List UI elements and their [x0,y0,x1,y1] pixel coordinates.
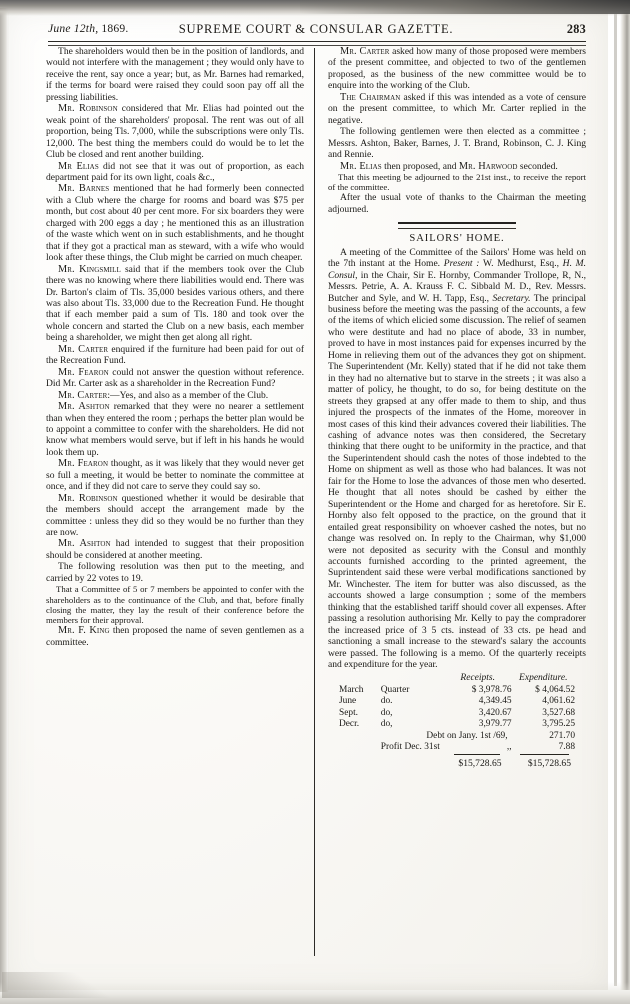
speaker-name: Mr. F. King [58,625,110,637]
profit-ditto: ,, [506,741,512,752]
paragraph [46,390,304,401]
paragraph: After the usual vote of thanks to the Chairman the meeting adjourned. [328,192,586,215]
page-top-corner-shadow [300,0,630,14]
profit-value: 7.88 [558,741,575,752]
report-text-pre: A meeting of the Committee of the Sailors' Home was held on the 7th instant at the Home. [328,246,586,270]
row-period: do, [380,719,393,730]
paragraph: The following resolution was then put to the meeting, and carried by 22 votes to 19. [46,561,304,584]
table-header-row [339,673,575,685]
resolution-text: That a Committee of 5 or 7 members be appointed to confer with the shareholders as to the continuance of the Club, and that, before finally closing the matter, they lay the result of their conference before the members for their approval. [46,584,304,625]
table-row [339,696,575,707]
table-row [339,719,575,730]
row-expenditure: 3,527.68 [542,707,575,718]
paragraph-text: asked if this was intended as a vote of censure on the present committee, to which Mr. Carter replied in the negative. [328,91,586,126]
paragraph: The following gentlemen were then elected as a committee ; Messrs. Ashton, Baker, Barnes, J. T. Brand, Robinson, C. J. King and Rennie. [328,126,586,161]
spacer [339,731,381,742]
paragraph-text: questioned whether it would be desirable that the members should accept the arrangement made by the committee : unless they did so they would be no further than they are now. [46,492,305,539]
speaker-name: Mr. Ashton [58,401,110,413]
paragraph [46,538,304,561]
row-receipts: 3,420.67 [478,707,512,718]
paragraph [328,161,586,172]
row-label: June [339,696,357,707]
paragraph [46,264,304,344]
row-expenditure: 4,061.62 [542,696,575,707]
present-label: Present : [443,258,480,270]
secretary-title: Secretary. [492,292,531,304]
hm-consul-title: H. M. Consul [328,258,586,281]
page-right-edge-shadow [620,10,630,990]
table-row-debt [339,731,575,742]
paragraph-text: did not see that it was out of proportion, as each department paid for its own light, coals &c., [46,160,304,183]
speaker-name: Mr. Fearon [58,366,109,378]
paragraph [328,92,586,126]
paragraph [46,458,304,492]
report-text-post: The principal business before the meeting was the passing of the accounts, a few of the items of which elicied some discussion. The relief of seamen who were destitute and had no place of abode, 33 in number, proved to have in most instances paid for expenses incurred by the Home in relieving them out of the advances they got on shipment. The Superintendent (Mr. Kelly) stated that if he did not take them in they had no alternative but to starve in the streets ; it was also a matter of policy, he thought, to do so, for being destitute on the streets they grapsed at any offer made to them to ship, and thus injured the prospects of the inmates of the Home, moreover in most cases of this kind their advances covered their liabilities. The cashing of advance notes was then considered, the Secretary thinking that there ought to be uniformity in the practice, and that the Superintendent should cash the notes of those indebted to the Home on shipment as well as those who had balances. It was not fair for the Home to lose the advances of those men who deserted. He thought that all notes should be cashed by either the Superintendent or the Home and charged for as heretofore. Sir E. Hornby also felt opposed to the practice, on the ground that it entailed great responsibility on whoever cashed the notes, but no change was resolved on. In reply to the Chairman, why $1,000 were not deposited as security with the Consul and monthly accounts furnished according to the printed agreement, the Suprintendent said these were verbal modifications sanctioned by Mr. Winchester. The item for butter was also discussed, as the accounts showed a large consumption ; some of the members thinking that the established tariff should cover all expenses. After passing a resolution authorising Mr. Kelly to pay the compradorer the increased price of 3 5 cts. instead of 33 cts. pe head and sanctioning a small increase to the steward's salary the accounts were passed. The following is a memo. Of the quarterly receipts and expenditure for the year. [328,292,586,671]
issue-date-year: 1869. [98,22,129,35]
speaker-name: Mr. Carter [58,343,109,355]
paragraph-text: thought, as it was likely that they would never get so full a meeting, it would be better to nominate the committee at once, and if they did not care to serve they could say so. [46,458,304,493]
table-row-profit [339,742,575,753]
paragraph [46,161,304,184]
total-expenditure: $15,728.65 [527,758,571,770]
paragraph [46,183,304,263]
report-text-mid2: , in the Chair, Sir E. Hornby, Commander Trollope, R, N., Messrs. Petrie, A. A. Krauss F. C. Sibbald M. D., Rev. Messrs. Butcher and Syle, and W. H. Tapp, Esq., [328,269,586,304]
row-period: Quarter [380,684,410,695]
speaker-name: Mr. Robinson [58,103,118,115]
paragraph-text: had intended to suggest that their proposition should be considered at another meeting. [46,538,304,561]
row-expenditure: $ 4,064.52 [535,684,575,695]
page-content [46,22,586,957]
speaker-name: Mr. Robinson [58,492,118,504]
paragraph-text-b: seconded. [517,160,558,172]
debt-value: 271.70 [549,730,575,741]
issue-date-day: June 12th, [48,22,99,35]
row-receipts: 3,979.77 [478,719,512,730]
page-corner-fold [2,972,122,998]
total-receipts: $15,728.65 [458,758,502,770]
profit-label: Profit Dec. 31st [380,741,440,752]
spacer [339,755,381,769]
accounts-memo [328,673,586,770]
publication-title: SUPREME COURT & CONSULAR GAZETTE. [178,22,454,36]
paragraph-text: asked how many of those proposed were members of the present committee, and objected to two of the gentlemen proposed, as the business of the new committee would be to enquire into the working of the Club. [328,46,586,92]
paragraph-text: remarked that they were no nearer a settlement than when they entered the room ; perhaps the better plan would be to appoint a committee to confer with the shareholders. He did not know what members would serve, but if left in his hands he would look them up. [46,401,304,458]
page-left-edge-shadow [0,8,9,992]
running-head [46,22,586,40]
page-right-binding-line [614,14,617,986]
row-label: Sept. [339,707,359,718]
section-divider-rule [398,222,516,229]
sailors-home-report [328,247,586,671]
section-heading: SAILORS' HOME. [409,233,505,245]
paragraph-text: could not answer the question without reference. Did Mr. Carter ask as a shareholder in the Recreation Fund? [46,366,305,390]
right-column [328,46,586,770]
speaker-name: Mr. Carter [340,46,390,57]
table-total-row [339,755,575,769]
speaker-name: Mr. Kingsmill [58,263,121,275]
paragraph: The shareholders would then be in the position of landlords, and would not interfere with the management ; they would only have to receive the rent, say once a year; but, as Mr. Barnes had remarked, if the terms for board were raised they could soon pay off all the pressing liabilities. [46,46,304,103]
row-receipts: $ 3,978.76 [471,684,512,695]
row-label: March [339,684,364,695]
row-expenditure: 3,795.25 [542,719,575,730]
body-columns [46,46,586,956]
table-row [339,685,575,696]
table-row [339,708,575,719]
accounts-table [339,673,575,770]
debt-label: Debt on Jany. 1st /69, [426,730,508,741]
header-spacer [339,673,381,685]
paragraph-text: enquired if the furniture had been paid for out of the Recreation Fund. [46,343,304,367]
row-period: do, [380,707,393,718]
speaker-name: Mr. Carter [58,389,108,401]
row-period: do. [380,696,393,707]
speaker-name: Mr. Fearon [58,458,109,470]
spacer [339,742,381,753]
paragraph-text: mentioned that he had formerly been connected with a Club where the charge for rooms and board was $75 per month, but cost about 40 per cent more. For six boarders they were charged with 200 eggs a day ; he mentioned this as an illustration of the waste which went on in such establishments, and he thought that if they got a practical man as steward, with a wife who would look after these things, the Club might be carried on much cheaper. [46,183,304,264]
paragraph-text: then proposed the name of seven gentlemen as a committee. [46,625,304,648]
speaker-name: Mr. Barnes [58,183,110,195]
speaker-name: The Chairman [340,91,401,103]
row-label: Decr. [339,719,360,730]
paragraph [46,367,304,390]
speaker-name: Mr. Ashton [58,538,111,550]
paragraph-text-a: then proposed, and [384,160,459,172]
paragraph [328,46,586,92]
header-receipts: Receipts. [460,672,495,683]
adjournment-resolution: That this meeting be adjourned to the 21st inst., to receive the report of the committee. [328,171,586,193]
row-receipts: 4,349.45 [478,696,512,707]
speaker-name: Mr Elias [58,160,99,172]
left-column [46,46,304,648]
page-number: 283 [566,22,586,36]
column-divider-rule [314,48,315,956]
paragraph [46,625,304,648]
paragraph-text: said that if the members took over the Club there was no knowing where there liabilities would end. There was Dr. Barton's claim of Tls. 35,000 besides various others, and there was also about Tls. 33,000 due to the Recreation Fund. He thought that if each member paid a sum of Tls. 180 and took over the whole concern and started the Club on a new basis, each member being a shareholder, we might then get along all right. [46,263,304,344]
paragraph-text: :—Yes, and also as a member of the Club. [107,389,269,401]
paragraph-text: considered that Mr. Elias had pointed out the weak point of the shareholders' proposal. The rent was out of all proportion, being Tls. 7,000, while the subscriptions were only Tls. 12,000. The best thing the members could do would be to let the Club be closed and rent another building. [46,103,305,161]
report-text-mid: W. Medhurst, Esq., [479,258,563,270]
paragraph [46,103,304,160]
header-expenditure: Expenditure. [519,672,568,683]
paragraph [46,344,304,367]
speaker-name: Mr. Elias [340,160,382,172]
paragraph [46,401,304,458]
paragraph [46,493,304,539]
header-spacer2 [381,673,444,685]
spacer2 [381,755,444,769]
speaker-name-seconder: Mr. Harwood [458,160,518,172]
